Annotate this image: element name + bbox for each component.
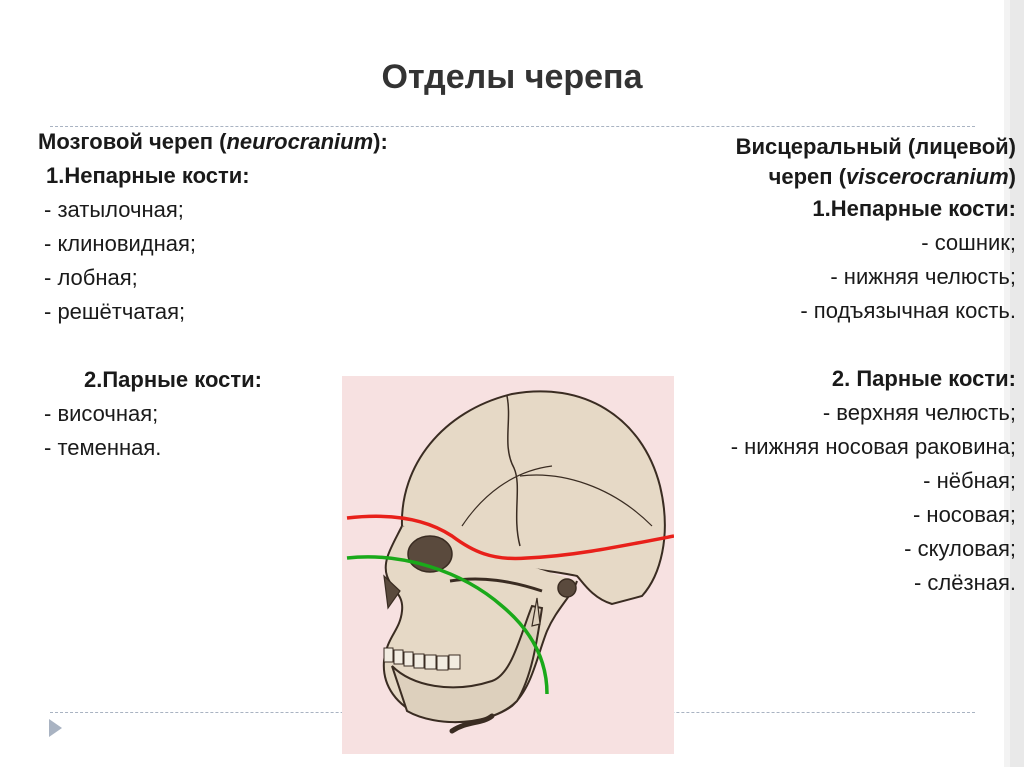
viscerocranium-column bbox=[731, 132, 1016, 600]
list-item: - теменная. bbox=[44, 435, 162, 460]
list-item: - верхняя челюсть; bbox=[822, 400, 1016, 425]
list-item: - решётчатая; bbox=[44, 299, 186, 324]
list-item: - нижняя носовая раковина; bbox=[730, 434, 1016, 459]
slide-arrow-icon bbox=[49, 719, 62, 737]
list-item: - лобная; bbox=[44, 265, 138, 290]
list-item: - височная; bbox=[44, 401, 159, 426]
list-item: - скуловая; bbox=[904, 536, 1016, 561]
list-item: - нижняя челюсть; bbox=[830, 264, 1016, 289]
viscerocranium-unpaired-title: 1.Непарные кости: bbox=[812, 196, 1016, 221]
list-item: - сошник; bbox=[921, 230, 1016, 255]
neurocranium-column bbox=[38, 125, 388, 465]
list-item: - слёзная. bbox=[913, 570, 1016, 595]
list-item: - подъязычная кость. bbox=[800, 298, 1016, 323]
viscerocranium-heading-line2: череп (viscerocranium) bbox=[768, 164, 1016, 189]
list-item: - клиновидная; bbox=[44, 231, 197, 256]
viscerocranium-paired-title: 2. Парные кости: bbox=[831, 366, 1016, 391]
slide-title: Отделы черепа bbox=[381, 58, 643, 96]
viscerocranium-heading-line1: Висцеральный (лицевой) bbox=[735, 134, 1016, 159]
list-item: - носовая; bbox=[912, 502, 1016, 527]
list-item: - нёбная; bbox=[923, 468, 1016, 493]
skull-illustration bbox=[342, 376, 674, 754]
neurocranium-heading: Мозговой череп (neurocranium): bbox=[38, 129, 388, 154]
skull-lateral-icon bbox=[342, 376, 674, 754]
list-item: - затылочная; bbox=[44, 197, 184, 222]
neurocranium-unpaired-title: 1.Непарные кости: bbox=[46, 163, 250, 188]
neurocranium-paired-title: 2.Парные кости: bbox=[84, 367, 262, 392]
